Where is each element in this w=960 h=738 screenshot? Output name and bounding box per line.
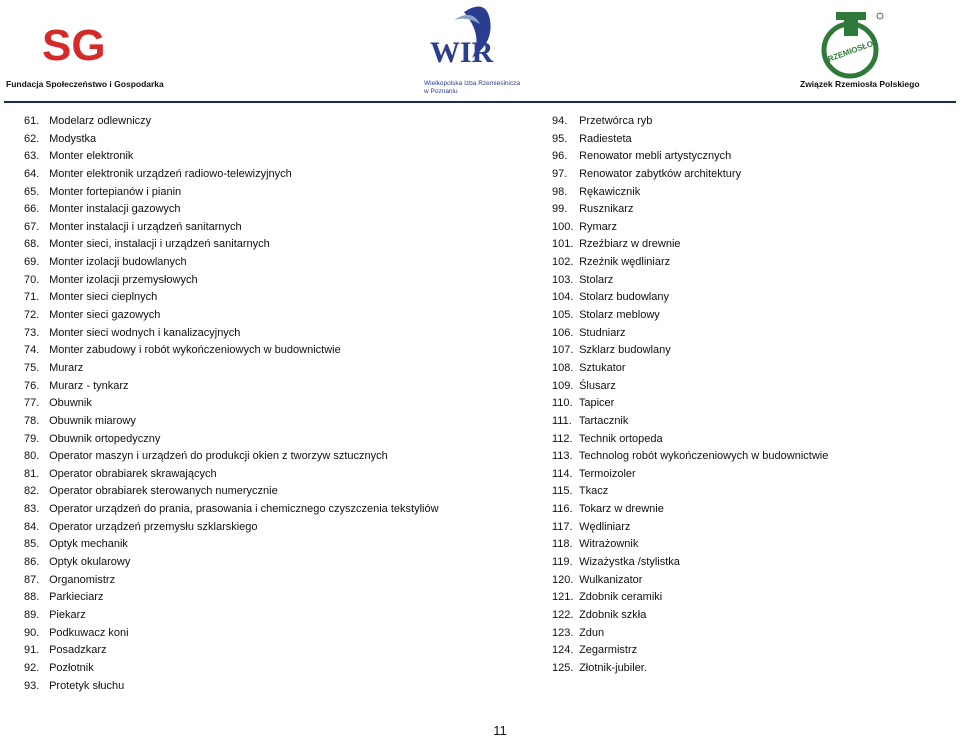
item-text: Murarz - tynkarz <box>49 379 129 392</box>
item-text: Szklarz budowlany <box>579 344 671 357</box>
list-item <box>24 625 439 643</box>
sg-logo <box>40 16 106 70</box>
list-item <box>24 378 439 396</box>
list-item <box>552 272 828 290</box>
item-number: 64. <box>24 167 40 180</box>
item-number: 122. <box>552 608 574 621</box>
list-item <box>552 254 828 272</box>
item-number: 87. <box>24 573 40 586</box>
item-text: Zdobnik ceramiki <box>579 591 663 604</box>
item-number: 62. <box>24 132 40 145</box>
item-text: Rymarz <box>579 220 617 233</box>
item-number: 92. <box>24 661 40 674</box>
list-item <box>24 572 439 590</box>
item-text: Murarz <box>49 361 84 374</box>
list-item <box>24 431 439 449</box>
item-text: Renowator mebli artystycznych <box>579 150 732 163</box>
list-item <box>552 483 828 501</box>
list-item <box>24 113 439 131</box>
list-item <box>24 254 439 272</box>
item-number: 65. <box>24 185 40 198</box>
list-item <box>552 219 828 237</box>
list-item <box>24 448 439 466</box>
list-item <box>552 431 828 449</box>
item-text: Obuwnik ortopedyczny <box>49 432 161 445</box>
item-text: Studniarz <box>579 326 626 339</box>
item-number: 113. <box>552 450 573 463</box>
left-org-name: Fundacja Społeczeństwo i Gospodarka <box>6 79 164 89</box>
item-text: Termoizoler <box>578 467 636 480</box>
item-text: Technolog robót wykończeniowych w budownictwie <box>578 450 829 463</box>
list-item <box>552 660 828 678</box>
item-number: 123. <box>552 626 574 639</box>
item-number: 89. <box>24 608 40 621</box>
item-number: 80. <box>24 450 40 463</box>
item-number: 116. <box>552 503 573 516</box>
list-item <box>552 184 828 202</box>
item-text: Modystka <box>49 132 97 145</box>
item-text: Organomistrz <box>49 573 116 586</box>
list-item <box>24 660 439 678</box>
list-item <box>552 325 828 343</box>
item-text: Modelarz odlewniczy <box>49 115 152 127</box>
list-item <box>552 395 828 413</box>
item-text: Zdobnik szkła <box>579 608 647 621</box>
list-item <box>552 589 828 607</box>
item-text: Operator urządzeń przemysłu szklarskiego <box>49 520 258 533</box>
svg-text:WIR: WIR <box>430 36 494 69</box>
list-item <box>552 360 828 378</box>
right-org-name: Związek Rzemiosła Polskiego <box>800 79 920 89</box>
list-item <box>552 642 828 660</box>
profession-list-right <box>552 113 828 678</box>
item-number: 94. <box>552 115 568 127</box>
item-text: Tokarz w drewnie <box>578 503 664 516</box>
item-text: Monter sieci wodnych i kanalizacyjnych <box>49 326 241 339</box>
item-text: Rusznikarz <box>579 203 634 216</box>
item-text: Stolarz <box>579 273 614 286</box>
item-text: Monter instalacji i urządzeń sanitarnych <box>49 220 242 233</box>
item-text: Wulkanizator <box>579 573 643 586</box>
item-text: Operator maszyn i urządzeń do produkcji okien z tworzyw sztucznych <box>49 450 388 463</box>
item-number: 86. <box>24 556 40 569</box>
item-number: 105. <box>552 309 574 322</box>
item-text: Operator obrabiarek sterowanych numerycznie <box>49 485 278 498</box>
item-number: 110. <box>552 397 573 410</box>
list-item <box>24 236 439 254</box>
item-number: 88. <box>24 591 40 604</box>
item-number: 107. <box>552 344 574 357</box>
item-number: 83. <box>24 503 40 516</box>
list-item <box>24 501 439 519</box>
list-item <box>24 395 439 413</box>
list-item <box>552 289 828 307</box>
item-number: 98. <box>552 185 568 198</box>
item-number: 91. <box>24 644 40 657</box>
item-text: Sztukator <box>579 361 626 374</box>
item-text: Operator urządzeń do prania, prasowania i chemicznego czyszczenia tekstyliów <box>49 503 439 516</box>
item-text: Obuwnik miarowy <box>49 414 136 427</box>
item-number: 69. <box>24 256 40 269</box>
item-text: Posadzkarz <box>49 644 107 657</box>
list-item <box>552 572 828 590</box>
item-number: 102. <box>552 256 574 269</box>
wir-logo <box>424 2 516 74</box>
item-number: 84. <box>24 520 40 533</box>
item-text: Obuwnik <box>49 397 92 410</box>
item-text: Rękawicznik <box>579 185 641 198</box>
item-number: 72. <box>24 309 40 322</box>
item-text: Stolarz budowlany <box>579 291 669 304</box>
item-text: Monter izolacji budowlanych <box>49 256 187 269</box>
item-number: 90. <box>24 626 40 639</box>
item-number: 68. <box>24 238 40 251</box>
list-item <box>552 378 828 396</box>
item-text: Piekarz <box>49 608 86 621</box>
list-item <box>24 342 439 360</box>
item-number: 75. <box>24 361 40 374</box>
list-item <box>24 307 439 325</box>
item-number: 95. <box>552 132 568 145</box>
item-text: Witrażownik <box>579 538 639 551</box>
list-item <box>24 201 439 219</box>
item-text: Monter zabudowy i robót wykończeniowych w budownictwie <box>49 344 341 357</box>
item-number: 81. <box>24 467 40 480</box>
list-item <box>552 166 828 184</box>
item-text: Podkuwacz koni <box>49 626 129 639</box>
list-item <box>552 307 828 325</box>
list-item <box>552 466 828 484</box>
list-item <box>552 501 828 519</box>
item-number: 76. <box>24 379 40 392</box>
item-number: 104. <box>552 291 574 304</box>
list-item <box>24 272 439 290</box>
item-number: 120. <box>552 573 574 586</box>
item-text: Monter instalacji gazowych <box>49 203 181 216</box>
item-text: Protetyk słuchu <box>49 679 125 692</box>
item-number: 118. <box>552 538 573 551</box>
list-item <box>552 413 828 431</box>
item-number: 121. <box>552 591 574 604</box>
center-org-line2: w Poznaniu <box>424 88 458 95</box>
item-text: Monter elektronik urządzeń radiowo-telewizyjnych <box>49 167 292 180</box>
item-number: 124. <box>552 644 574 657</box>
list-item <box>552 625 828 643</box>
item-number: 63. <box>24 150 40 163</box>
list-item <box>552 113 828 131</box>
item-text: Tapicer <box>578 397 615 410</box>
item-number: 101. <box>552 238 574 251</box>
list-item <box>552 448 828 466</box>
item-text: Pozłotnik <box>49 661 94 674</box>
list-item <box>24 148 439 166</box>
item-number: 93. <box>24 679 40 692</box>
list-item <box>24 519 439 537</box>
list-item <box>24 289 439 307</box>
page-number: 11 <box>493 723 507 738</box>
item-number: 99. <box>552 203 568 216</box>
list-item <box>552 236 828 254</box>
item-text: Stolarz meblowy <box>579 309 660 322</box>
list-item <box>24 607 439 625</box>
list-item <box>24 483 439 501</box>
item-text: Monter izolacji przemysłowych <box>49 273 198 286</box>
item-text: Optyk okularowy <box>49 556 131 569</box>
item-text: Monter elektronik <box>49 150 134 163</box>
svg-text:SG: SG <box>42 21 106 70</box>
item-text: Złotnik-jubiler. <box>579 661 647 674</box>
item-text: Parkieciarz <box>49 591 104 604</box>
item-text: Ślusarz <box>579 379 616 392</box>
item-number: 73. <box>24 326 40 339</box>
page-header <box>0 0 960 104</box>
item-text: Optyk mechanik <box>49 538 128 551</box>
item-text: Tartacznik <box>578 414 629 427</box>
list-item <box>552 519 828 537</box>
list-item <box>24 184 439 202</box>
profession-list-left <box>24 113 439 695</box>
item-number: 111. <box>552 414 572 427</box>
item-number: 82. <box>24 485 40 498</box>
item-number: 112. <box>552 432 573 445</box>
item-number: 79. <box>24 432 40 445</box>
header-divider <box>4 101 956 103</box>
list-item <box>552 607 828 625</box>
item-number: 106. <box>552 326 574 339</box>
center-org-line1: Wielkopolska Izba Rzemieślnicza <box>424 80 521 87</box>
list-item <box>24 554 439 572</box>
list-item <box>552 536 828 554</box>
list-item <box>552 148 828 166</box>
item-number: 67. <box>24 220 40 233</box>
item-number: 108. <box>552 361 574 374</box>
item-text: Tkacz <box>578 485 609 498</box>
item-number: 115. <box>552 485 573 498</box>
list-item <box>24 466 439 484</box>
list-item <box>552 554 828 572</box>
item-number: 97. <box>552 167 568 180</box>
list-item <box>24 131 439 149</box>
item-text: Przetwórca ryb <box>579 115 653 127</box>
item-text: Monter sieci cieplnych <box>49 291 158 304</box>
svg-text:RZEMIOSŁO: RZEMIOSŁO <box>826 39 875 64</box>
item-text: Technik ortopeda <box>578 432 663 445</box>
item-number: 78. <box>24 414 40 427</box>
rzemioslo-logo <box>816 10 886 78</box>
item-text: Wędliniarz <box>579 520 631 533</box>
item-number: 117. <box>552 520 573 533</box>
item-number: 66. <box>24 203 40 216</box>
item-number: 71. <box>24 291 40 304</box>
item-text: Radiesteta <box>579 132 632 145</box>
list-item <box>24 166 439 184</box>
item-number: 109. <box>552 379 574 392</box>
list-item <box>552 342 828 360</box>
item-text: Monter sieci gazowych <box>49 309 161 322</box>
item-text: Operator obrabiarek skrawających <box>49 467 217 480</box>
list-item <box>24 360 439 378</box>
item-number: 103. <box>552 273 574 286</box>
center-org-name <box>424 80 520 96</box>
item-text: Monter fortepianów i pianin <box>49 185 182 198</box>
item-number: 125. <box>552 661 574 674</box>
item-text: Monter sieci, instalacji i urządzeń sanitarnych <box>49 238 270 251</box>
list-item <box>24 413 439 431</box>
item-number: 119. <box>552 556 573 569</box>
list-item <box>24 325 439 343</box>
item-number: 96. <box>552 150 568 163</box>
item-number: 70. <box>24 273 40 286</box>
item-number: 77. <box>24 397 40 410</box>
item-number: 100. <box>552 220 574 233</box>
item-text: Renowator zabytków architektury <box>579 167 742 180</box>
item-number: 114. <box>552 467 573 480</box>
item-text: Wizażystka /stylistka <box>579 556 680 569</box>
list-item <box>24 678 439 696</box>
item-text: Zegarmistrz <box>579 644 638 657</box>
item-number: 61. <box>24 115 40 127</box>
list-item <box>24 589 439 607</box>
list-item <box>24 536 439 554</box>
list-item <box>24 219 439 237</box>
item-number: 74. <box>24 344 40 357</box>
list-item <box>552 201 828 219</box>
item-text: Rzeźnik wędliniarz <box>579 256 671 269</box>
item-text: Rzeźbiarz w drewnie <box>579 238 681 251</box>
list-item <box>24 642 439 660</box>
item-number: 85. <box>24 538 40 551</box>
list-item <box>552 131 828 149</box>
item-text: Zdun <box>579 626 605 639</box>
